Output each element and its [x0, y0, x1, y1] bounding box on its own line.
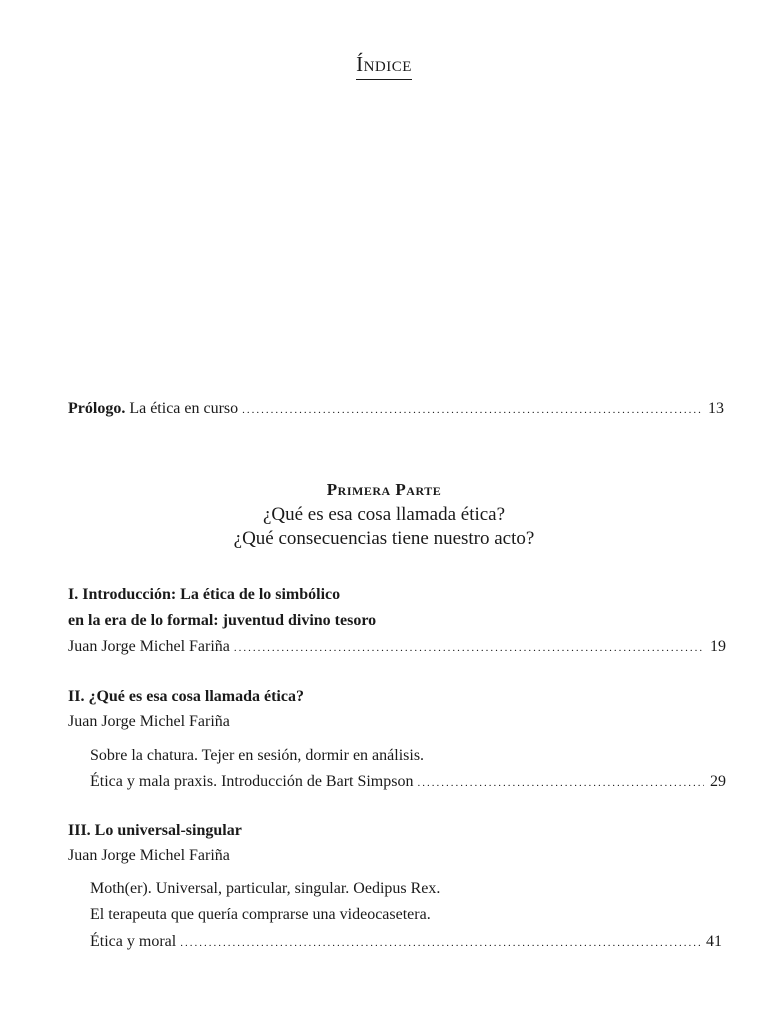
part-question-1: ¿Qué es esa cosa llamada ética? — [262, 504, 506, 525]
page-number: 13 — [708, 400, 724, 417]
index-title: Índice — [0, 52, 768, 80]
part-heading — [0, 480, 768, 550]
leader-dots — [417, 777, 704, 789]
leader-dots — [180, 937, 700, 949]
prologue-label-bold: Prólogo. — [68, 400, 126, 417]
page-number: 29 — [710, 773, 726, 790]
chapter-3-title[interactable]: III. Lo universal-singular — [68, 822, 242, 839]
leader-dots — [242, 404, 702, 416]
chapter-1-title-line-1[interactable]: I. Introducción: La ética de lo simbólico — [68, 586, 341, 603]
chapter-2-sub-line-2: Ética y mala praxis. Introducción de Bart Simpson — [90, 773, 414, 790]
chapter-1-title-line-2[interactable]: en la era de lo formal: juventud divino tesoro — [68, 612, 377, 629]
page-number: 19 — [710, 638, 726, 655]
prologue-label: La ética en curso — [125, 400, 239, 417]
toc-entry-prologue[interactable] — [68, 400, 724, 418]
toc-entry-chapter-2[interactable] — [90, 773, 726, 791]
chapter-2-author: Juan Jorge Michel Fariña — [68, 713, 230, 730]
chapter-2-sub-line-1: Sobre la chatura. Tejer en sesión, dormir en análisis. — [90, 747, 425, 764]
chapter-1-author: Juan Jorge Michel Fariña — [68, 638, 230, 655]
chapter-3-sub-line-2: El terapeuta que quería comprarse una videocasetera. — [90, 906, 431, 923]
toc-entry-chapter-1[interactable] — [68, 638, 726, 656]
chapter-3-sub-line-3: Ética y moral — [90, 933, 177, 950]
chapter-3-sub-line-1: Moth(er). Universal, particular, singular. Oedipus Rex. — [90, 880, 441, 897]
chapter-2-title[interactable]: II. ¿Qué es esa cosa llamada ética? — [68, 688, 304, 705]
chapter-3-author: Juan Jorge Michel Fariña — [68, 847, 230, 864]
toc-entry-chapter-3[interactable] — [90, 933, 722, 951]
part-question-2: ¿Qué consecuencias tiene nuestro acto? — [233, 528, 535, 549]
page-number: 41 — [706, 933, 722, 950]
part-title: Primera Parte — [326, 480, 442, 499]
leader-dots — [234, 642, 704, 654]
